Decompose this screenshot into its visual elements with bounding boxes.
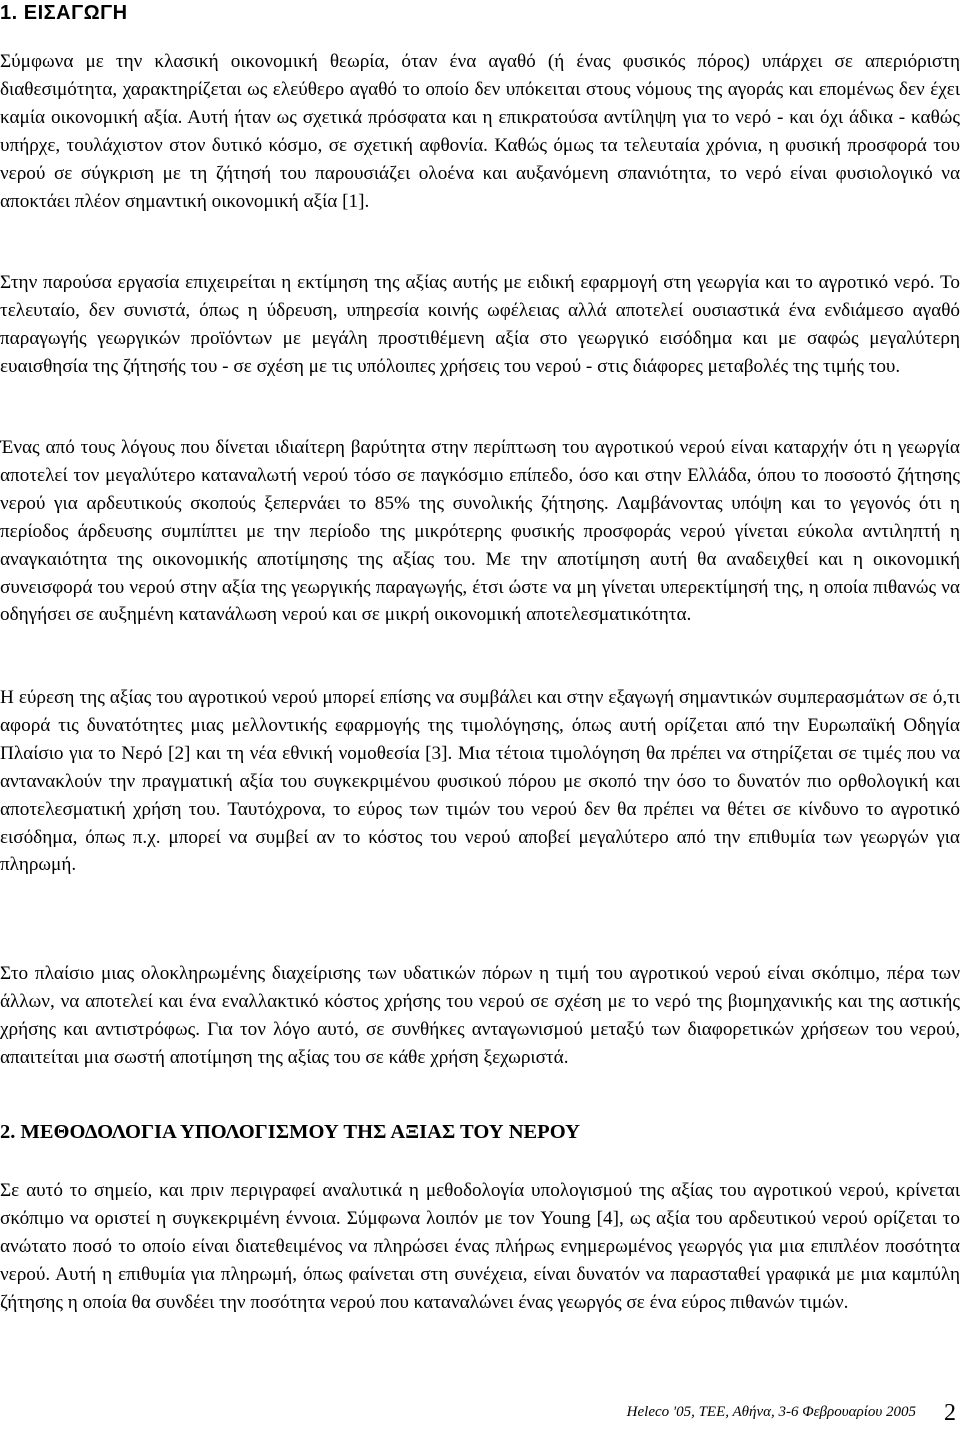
paragraph-4: Η εύρεση της αξίας του αγροτικού νερού μπορεί επίσης να συμβάλει και στην εξαγωγή σημαντικών συμπερασμάτων σε ό,τι αφορά τις δυνατότητες μιας μελλοντικής εφαρμογής της τιμολόγησης, όπως αυτή ορίζεται από την Ευρωπαϊκή Οδηγία Πλαίσιο για το Νερό [2] και τη νέα εθνική νομοθεσία [3]. Μια τέτοια τιμολόγηση θα πρέπει να στηρίζεται σε τιμές που να αντανακλούν την πραγματική αξία του συγκεκριμένου φυσικού πόρου με σκοπό την όσο το δυνατόν πιο ορθολογική και αποτελεσματική χρήση του. Ταυτόχρονα, το εύρος των τιμών του νερού δεν θα πρέπει να θέτει σε κίνδυνο το αγροτικό εισόδημα, όπως π.χ. μπορεί να συμβεί αν το κόστος του νερού αποβεί μεγαλύτερο από την επιθυμία των γεωργών για πληρωμή. [0,687,960,876]
footer-conference: Heleco '05, ΤΕΕ, Αθήνα, 3-6 Φεβρουαρίου 2005 [626,1404,916,1420]
section-2-heading: 2. ΜΕΘΟΔΟΛΟΓΙΑ ΥΠΟΛΟΓΙΣΜΟΥ ΤΗΣ ΑΞΙΑΣ ΤΟΥ ΝΕΡΟΥ [0,1121,580,1143]
paragraph-2: Στην παρούσα εργασία επιχειρείται η εκτίμηση της αξίας αυτής με ειδική εφαρμογή στη γεωργία και το αγροτικό νερό. Το τελευταίο, δεν συνιστά, όπως η ύδρευση, υπηρεσία κοινής ωφέλειας αλλά αποτελεί ουσιαστικά ένα ενδιάμεσο αγαθό παραγωγής γεωργικών προϊόντων με μεγάλη προστιθέμενη αξία στο γεωργικό εισόδημα και με σαφώς μεγαλύτερη ευαισθησία της ζήτησής του - σε σχέση με τις υπόλοιπες χρήσεις του νερού - στις διάφορες μεταβολές της τιμής του. [0,272,960,377]
paragraph-1: Σύμφωνα με την κλασική οικονομική θεωρία, όταν ένα αγαθό (ή ένας φυσικός πόρος) υπάρχει σε απεριόριστη διαθεσιμότητα, χαρακτηρίζεται ως ελεύθερο αγαθό το οποίο δεν υπόκειται στους νόμους της αγοράς και επομένως δεν έχει καμία οικονομική αξία. Αυτή ήταν ως σχετικά πρόσφατα και η επικρατούσα αντίληψη για το νερό - και όχι άδικα - καθώς υπήρχε, τουλάχιστον στον δυτικό κόσμο, σε σχετική αφθονία. Καθώς όμως τα τελευταία χρόνια, η φυσική προσφορά του νερού σε σύγκριση με τη ζήτησή του παρουσιάζει ολοένα και αυξανόμενη σπανιότητα, το νερό είναι φυσιολογικό να αποκτάει πλέον σημαντική οικονομική αξία [1]. [0,51,960,212]
paragraph-6: Σε αυτό το σημείο, και πριν περιγραφεί αναλυτικά η μεθοδολογία υπολογισμού της αξίας του αγροτικού νερού, κρίνεται σκόπιμο να οριστεί η συγκεκριμένη έννοια. Σύμφωνα λοιπόν με τον Young [4], ως αξία του αρδευτικού νερού ορίζεται το ανώτατο ποσό το οποίο είναι διατεθειμένος να πληρώσει ένας πλήρως ενημερωμένος γεωργός για μια επιπλέον ποσότητα νερού. Αυτή η επιθυμία για πληρωμή, όπως φαίνεται στη συνέχεια, είναι δυνατόν να παρασταθεί γραφικά με μια καμπύλη ζήτησης η οποία θα συνδέει την ποσότητα νερού που καταναλώνει ένας γεωργός σε ένα εύρος πιθανών τιμών. [0,1180,960,1313]
paragraph-5: Στο πλαίσιο μιας ολοκληρωμένης διαχείρισης των υδατικών πόρων η τιμή του αγροτικού νερού είναι σκόπιμο, πέρα των άλλων, να αποτελεί και ένα εναλλακτικό κόστος χρήσης του νερού σε σχέση με το νερό της βιομηχανικής και της αστικής χρήσης και αντιστρόφως. Για τον λόγο αυτό, σε συνθήκες ανταγωνισμού μεταξύ των διαφορετικών χρήσεων του νερού, απαιτείται μια σωστή αποτίμηση της αξίας του σε κάθε χρήση ξεχωριστά. [0,963,960,1068]
page-number: 2 [944,1400,956,1426]
paragraph-3: Ένας από τους λόγους που δίνεται ιδιαίτερη βαρύτητα στην περίπτωση του αγροτικού νερού είναι καταρχήν ότι η γεωργία αποτελεί τον μεγαλύτερο καταναλωτή νερού τόσο σε παγκόσμιο επίπεδο, όσο και στην Ελλάδα, όπου το ποσοστό ζήτησης νερού για αρδευτικούς σκοπούς ξεπερνάει το 85% της συνολικής ζήτησης. Λαμβάνοντας υπόψη και το γεγονός ότι η περίοδος άρδευσης συμπίπτει με την περίοδο της μικρότερης φυσικής προσφοράς νερού γίνεται εύκολα αντιληπτή η αναγκαιότητα της οικονομικής αποτίμησης της αξίας του. Με την αποτίμηση αυτή θα αναδειχθεί και η οικονομική συνεισφορά του νερού στην αξία της γεωργικής παραγωγής, έτσι ώστε να μη γίνεται υπερεκτίμησή της, η οποία πιθανώς να οδηγήσει σε αυξημένη κατανάλωση νερού και σε μικρή οικονομική αποτελεσματικότητα. [0,437,960,626]
section-1-heading: 1. ΕΙΣΑΓΩΓΗ [0,2,128,24]
